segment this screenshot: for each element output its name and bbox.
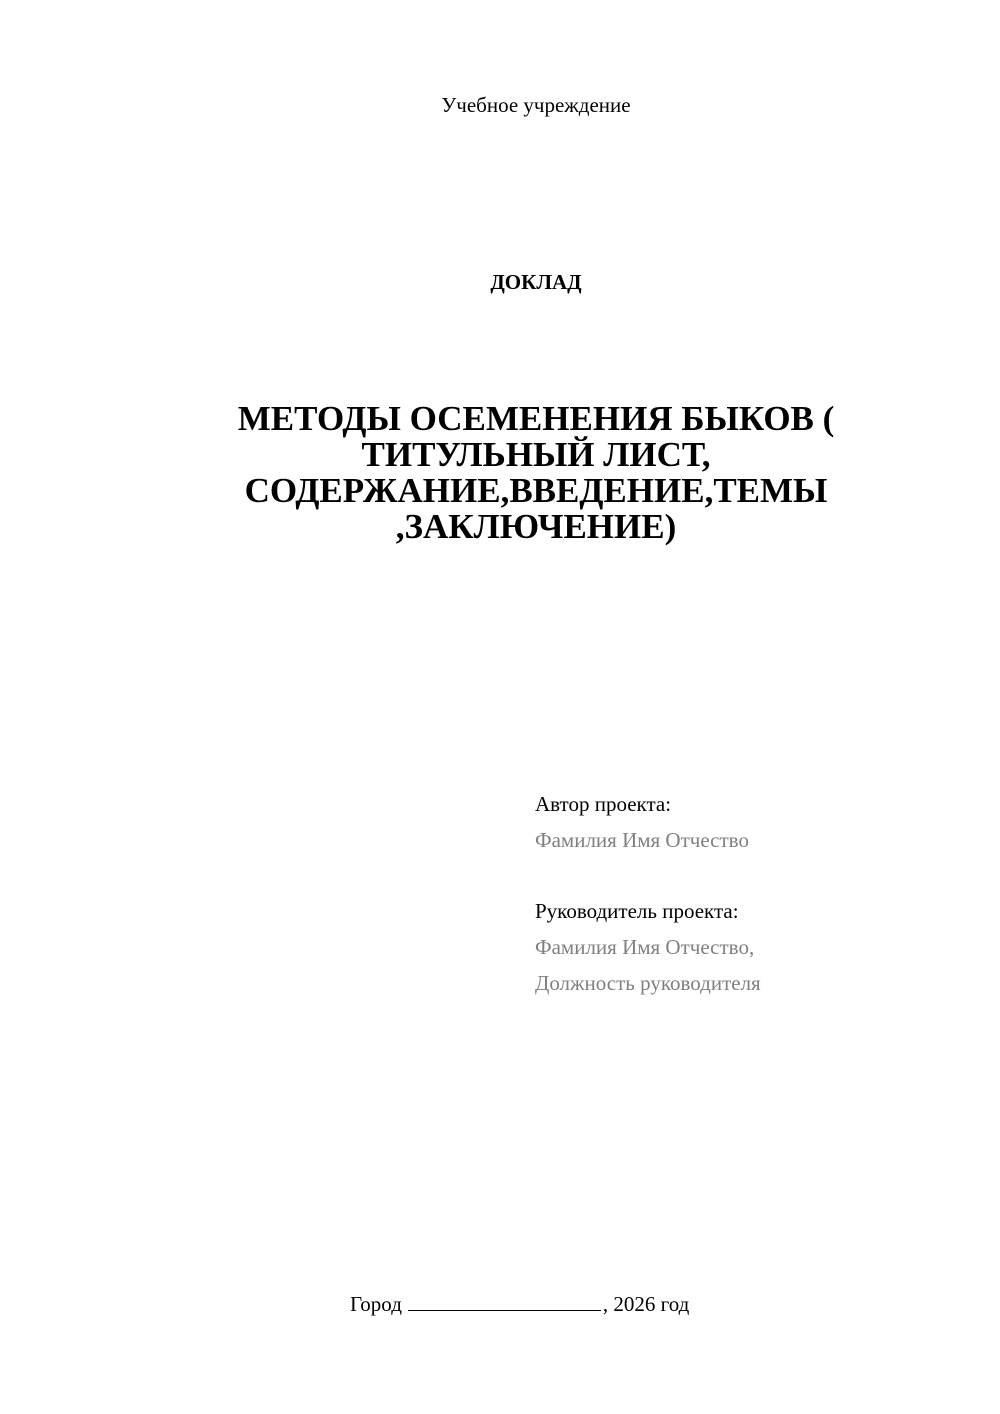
document-type: ДОКЛАД <box>490 270 582 294</box>
author-name: Фамилия Имя Отчество <box>535 828 749 852</box>
city-label: Город <box>350 1292 402 1316</box>
title-line: МЕТОДЫ ОСЕМЕНЕНИЯ БЫКОВ ( <box>237 399 835 438</box>
author-label: Автор проекта: <box>535 792 672 816</box>
title-line: СОДЕРЖАНИЕ,ВВЕДЕНИЕ,ТЕМЫ <box>244 471 828 510</box>
city-blank-line <box>408 1290 601 1311</box>
document-title <box>200 401 872 545</box>
supervisor-position: Должность руководителя <box>535 971 761 995</box>
title-line: ,ЗАКЛЮЧЕНИЕ) <box>395 507 677 546</box>
title-line: ТИТУЛЬНЫЙ ЛИСТ, <box>361 435 711 474</box>
city-year-line <box>350 1290 689 1318</box>
spacer <box>535 858 975 893</box>
year-text: , 2026 год <box>602 1292 690 1316</box>
credits-block <box>535 786 975 1001</box>
supervisor-label: Руководитель проекта: <box>535 899 739 923</box>
institution-name: Учебное учреждение <box>441 93 631 117</box>
supervisor-name: Фамилия Имя Отчество, <box>535 935 755 959</box>
